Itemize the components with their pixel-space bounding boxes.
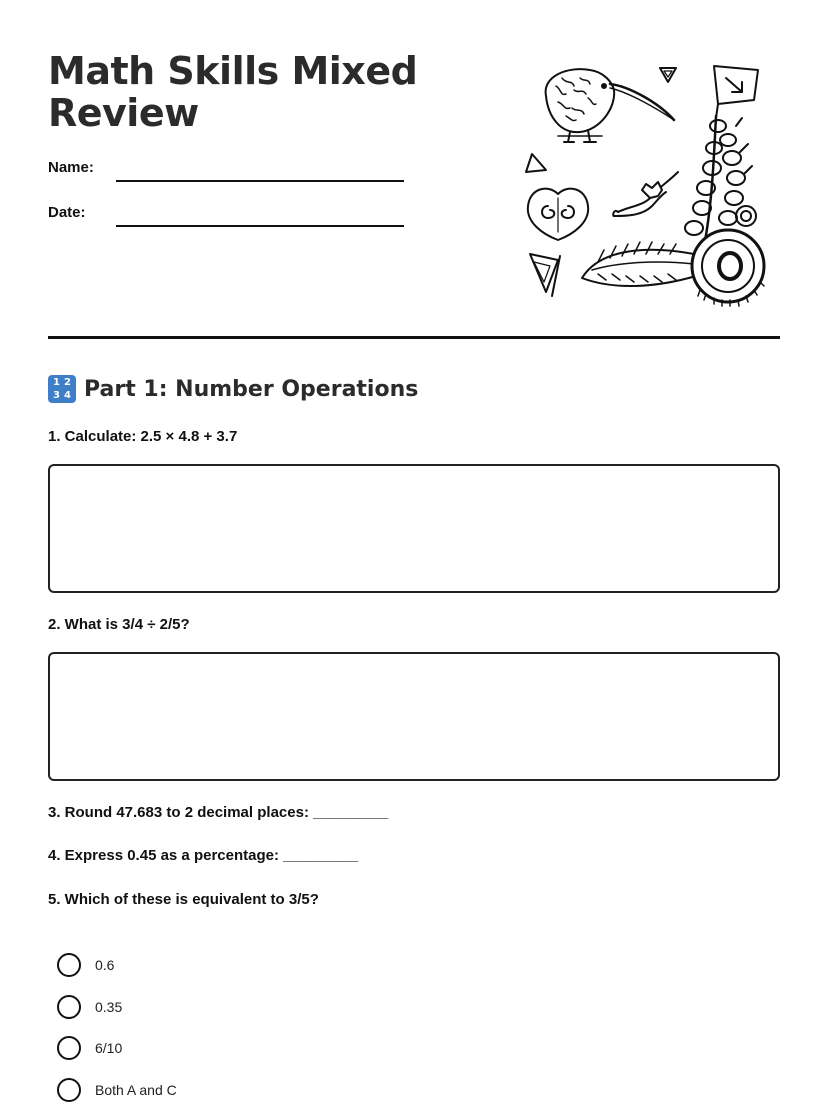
radio-button[interactable] [57, 995, 81, 1019]
icon-digit: 3 [53, 390, 60, 401]
section-heading [48, 374, 418, 404]
option-label: 0.35 [95, 999, 123, 1015]
option-label: Both A and C [95, 1082, 177, 1098]
radio-button[interactable] [57, 1078, 81, 1102]
name-field [48, 159, 408, 183]
fern-frond-icon [582, 242, 701, 286]
date-field [48, 204, 408, 228]
name-label: Name: [48, 159, 94, 176]
question-3: 3. Round 47.683 to 2 decimal places: _________ [48, 804, 389, 821]
option-a[interactable] [57, 953, 114, 977]
triangle-icon [660, 68, 676, 82]
question-4: 4. Express 0.45 as a percentage: _________ [48, 847, 359, 864]
radio-button[interactable] [57, 953, 81, 977]
kiwi-bird-icon [546, 69, 674, 142]
icon-digit: 4 [64, 390, 71, 401]
option-label: 6/10 [95, 1040, 123, 1056]
section-divider [48, 336, 780, 339]
question-5: 5. Which of these is equivalent to 3/5? [48, 891, 319, 908]
option-c[interactable] [57, 1036, 122, 1060]
section-title: Part 1: Number Operations [84, 376, 419, 402]
foxglove-flower-icon [685, 116, 756, 246]
question-1: 1. Calculate: 2.5 × 4.8 + 3.7 [48, 428, 238, 445]
option-label: 0.6 [95, 957, 115, 973]
date-line[interactable] [116, 225, 404, 227]
ornament-icon [613, 172, 678, 216]
radio-button[interactable] [57, 1036, 81, 1060]
decorative-kiwi-illustration [518, 56, 768, 312]
flag-icon [714, 66, 758, 118]
option-b[interactable] [57, 995, 122, 1019]
worksheet-title: Math Skills Mixed Review [48, 49, 418, 135]
koru-heart-icon [528, 189, 588, 240]
spiral-wheel-icon [692, 230, 764, 306]
name-line[interactable] [116, 180, 404, 182]
option-d[interactable] [57, 1078, 177, 1102]
answer-box-1[interactable] [48, 464, 780, 593]
question-2: 2. What is 3/4 ÷ 2/5? [48, 616, 190, 633]
date-label: Date: [48, 204, 86, 221]
input-numbers-icon [48, 375, 76, 403]
answer-box-2[interactable] [48, 652, 780, 781]
triangle-icon [526, 154, 546, 172]
icon-digit: 2 [64, 377, 71, 388]
icon-digit: 1 [53, 377, 60, 388]
